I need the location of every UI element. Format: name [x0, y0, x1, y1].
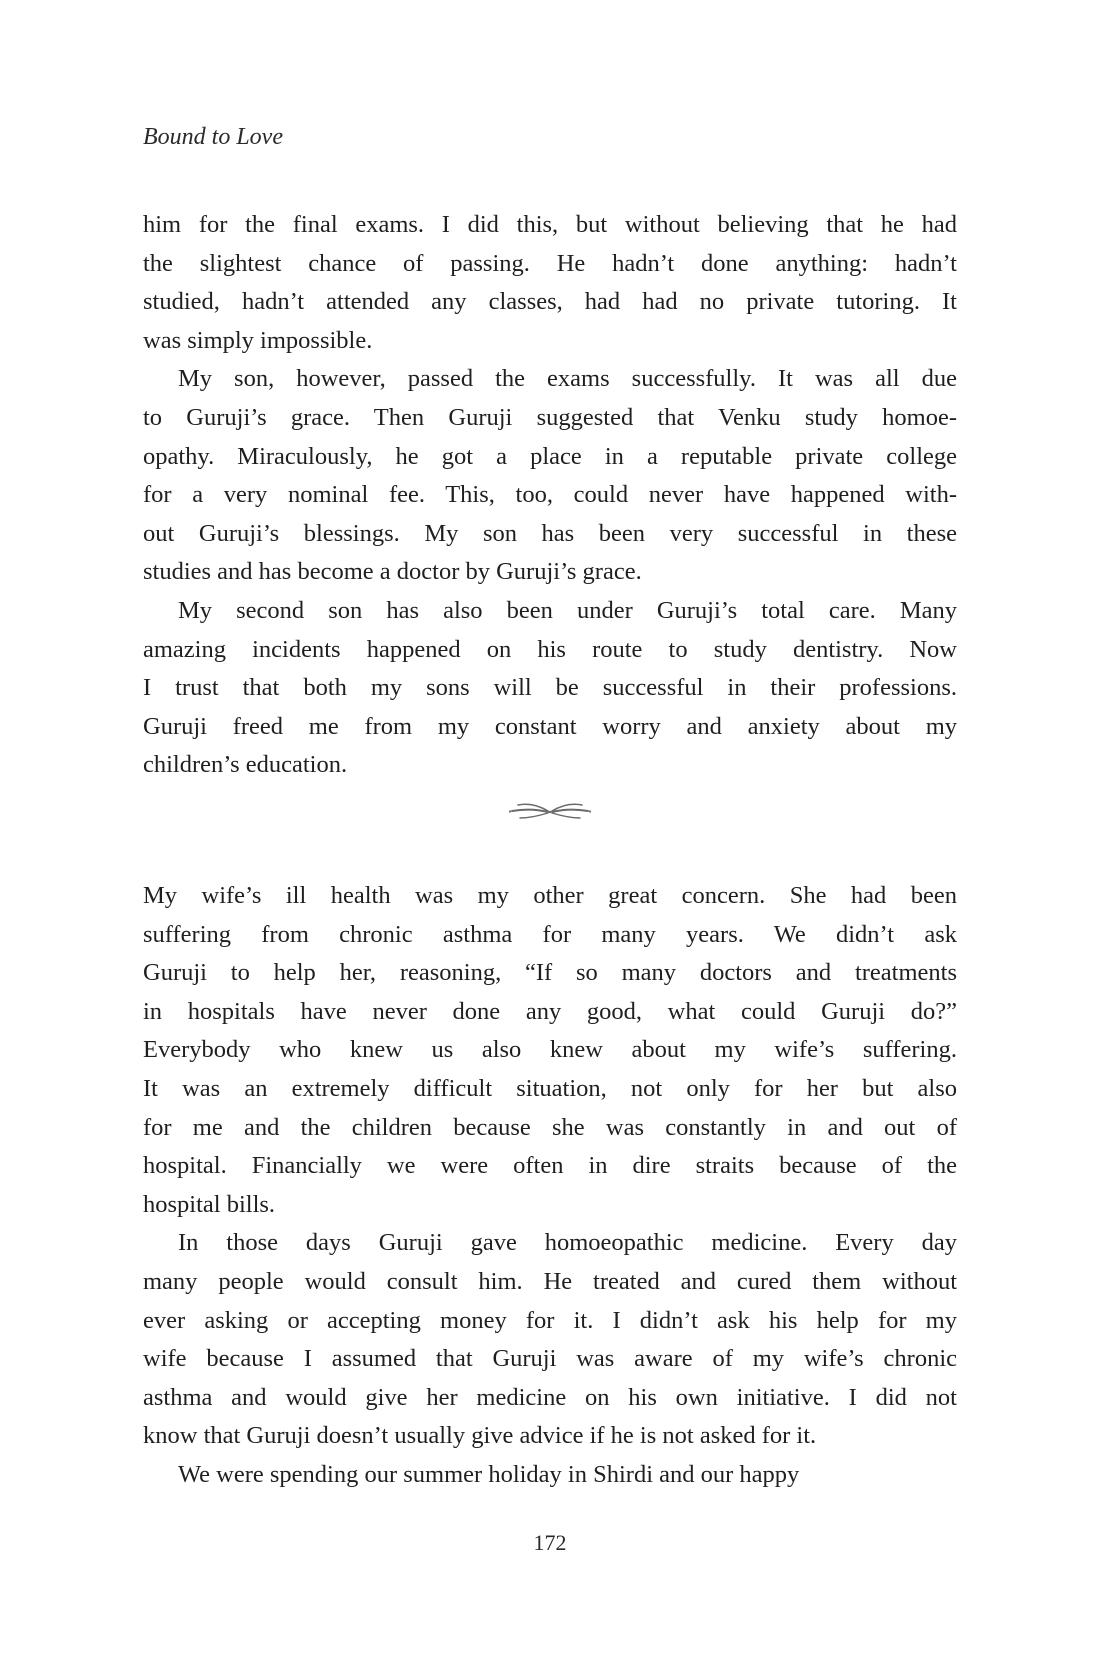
text-line: suffering from chronic asthma for many years. We didn’t ask [143, 920, 957, 948]
section-1-text [143, 206, 957, 785]
text-line: wife because I assumed that Guruji was aware of my wife’s chronic [143, 1345, 957, 1373]
text-line: out Guruji’s blessings. My son has been very successful in these [143, 519, 957, 547]
text-line: know that Guruji doesn’t usually give advice if he is not asked for it. [143, 1422, 817, 1450]
text-line: the slightest chance of passing. He hadn’t done anything: hadn’t [143, 249, 957, 277]
text-line: Guruji to help her, reasoning, “If so many doctors and treatments [143, 959, 957, 987]
text-line: many people would consult him. He treated and cured them without [143, 1267, 957, 1295]
text-line: for a very nominal fee. This, too, could never have happened with- [143, 481, 957, 509]
paragraph [143, 1456, 957, 1495]
paragraph [143, 877, 957, 1224]
running-head: Bound to Love [143, 124, 283, 150]
text-line: Everybody who knew us also knew about my wife’s suffering. [143, 1036, 957, 1064]
paragraph [143, 360, 957, 592]
text-line: was simply impossible. [143, 326, 373, 354]
text-line: studies and has become a doctor by Guruji’s grace. [143, 558, 642, 586]
text-line: asthma and would give her medicine on his own initiative. I did not [143, 1383, 957, 1411]
text-line: It was an extremely difficult situation, not only for her but also [143, 1074, 957, 1102]
text-line: hospital. Financially we were often in dire straits because of the [143, 1152, 957, 1180]
paragraph [143, 592, 957, 785]
text-line: him for the final exams. I did this, but without believing that he had [143, 211, 957, 238]
paragraph [143, 206, 957, 360]
text-line: In those days Guruji gave homoeopathic medicine. Every day [178, 1229, 957, 1257]
section-2-text [143, 877, 957, 1495]
text-line: We were spending our summer holiday in Shirdi and our happy [178, 1460, 800, 1488]
text-line: ever asking or accepting money for it. I didn’t ask his help for my [143, 1306, 957, 1334]
text-line: hospital bills. [143, 1190, 276, 1218]
page-number: 172 [533, 1530, 567, 1555]
text-line: opathy. Miraculously, he got a place in a reputable private college [143, 442, 957, 470]
text-line: studied, hadn’t attended any classes, had had no private tutoring. It [143, 288, 957, 316]
text-line: I trust that both my sons will be successful in their professions. [143, 674, 957, 702]
paragraph [143, 1224, 957, 1456]
section-break-flourish-icon [508, 797, 592, 825]
text-line: My son, however, passed the exams successfully. It was all due [178, 365, 957, 393]
text-line: My second son has also been under Guruji’s total care. Many [178, 596, 957, 624]
text-line: My wife’s ill health was my other great concern. She had been [143, 882, 957, 909]
text-line: amazing incidents happened on his route to study dentistry. Now [143, 635, 957, 663]
text-line: to Guruji’s grace. Then Guruji suggested that Venku study homoe- [143, 403, 957, 431]
text-line: children’s education. [143, 751, 348, 779]
text-line: in hospitals have never done any good, what could Guruji do?” [143, 997, 957, 1025]
text-line: Guruji freed me from my constant worry and anxiety about my [143, 712, 957, 740]
text-line: for me and the children because she was constantly in and out of [143, 1113, 957, 1141]
